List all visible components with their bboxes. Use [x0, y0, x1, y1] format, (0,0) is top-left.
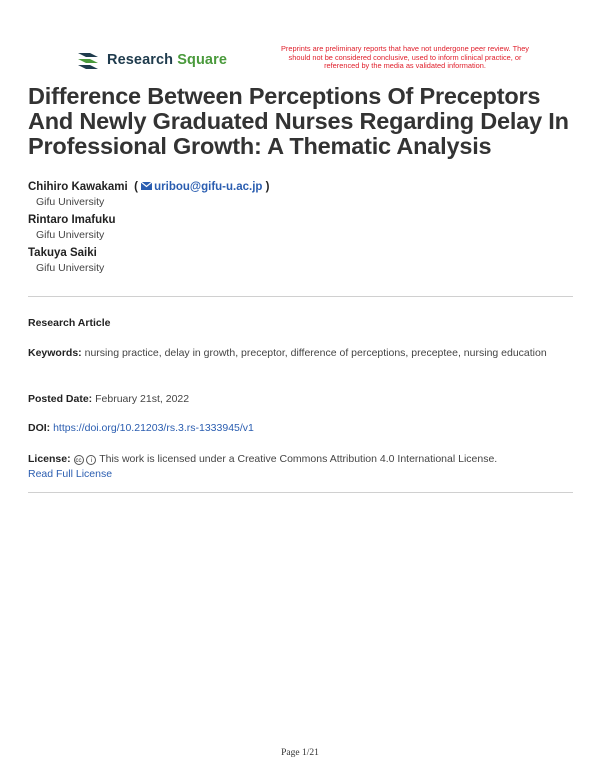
license-label: License:: [28, 453, 71, 465]
author-entry: [28, 246, 568, 275]
author-affiliation: Gifu University: [36, 262, 105, 274]
doi-label: DOI:: [28, 422, 51, 434]
posted-date-label: Posted Date:: [28, 393, 93, 405]
divider: [28, 492, 573, 493]
author-entry: [28, 213, 568, 242]
author-affiliation: Gifu University: [36, 196, 105, 208]
posted-date: [28, 392, 573, 407]
divider: [28, 296, 573, 297]
author-affiliation: Gifu University: [36, 229, 105, 241]
cc-by-icon: i: [86, 455, 96, 465]
doi: [28, 421, 573, 436]
author-name: Rintaro Imafuku: [28, 214, 116, 226]
author-name: Takuya Saiki: [28, 247, 97, 259]
author-entry: Chihiro Kawakami ( uribou@gifu-u.ac.jp ) Gifu University: [28, 180, 568, 209]
license-text: This work is licensed under a Creative Commons Attribution 4.0 International License.: [99, 453, 498, 465]
email-icon: [141, 182, 152, 190]
doi-link[interactable]: https://doi.org/10.21203/rs.3.rs-1333945/v1: [53, 422, 254, 434]
cc-icon: cc: [74, 455, 84, 465]
read-full-license-link[interactable]: Read Full License: [28, 468, 113, 480]
preprint-notice: Preprints are preliminary reports that have not undergone peer review. They should not be considered conclusive, used to inform clinical practice, or referenced by the media as validated information.: [281, 44, 529, 71]
author-list: [28, 180, 568, 279]
keywords-label: Keywords:: [28, 347, 82, 359]
research-square-logo-icon: [76, 49, 100, 71]
research-square-logo[interactable]: [76, 49, 227, 71]
author-name: Chihiro Kawakami: [28, 181, 128, 193]
author-email-link[interactable]: uribou@gifu-u.ac.jp: [154, 181, 263, 193]
page-number: Page 1/21: [281, 748, 319, 758]
posted-date-value: February 21st, 2022: [95, 393, 190, 405]
brand-name: Research Square: [107, 52, 227, 68]
keywords: [28, 346, 573, 361]
article-type: Research Article: [28, 317, 111, 329]
keywords-value: nursing practice, delay in growth, preceptor, difference of perceptions, preceptee, nursing education: [84, 347, 547, 359]
license: [28, 452, 573, 482]
paper-title: Difference Between Perceptions Of Preceptors And Newly Graduated Nurses Regarding Delay In Professional Growth: A Thematic Analysis: [28, 83, 569, 159]
